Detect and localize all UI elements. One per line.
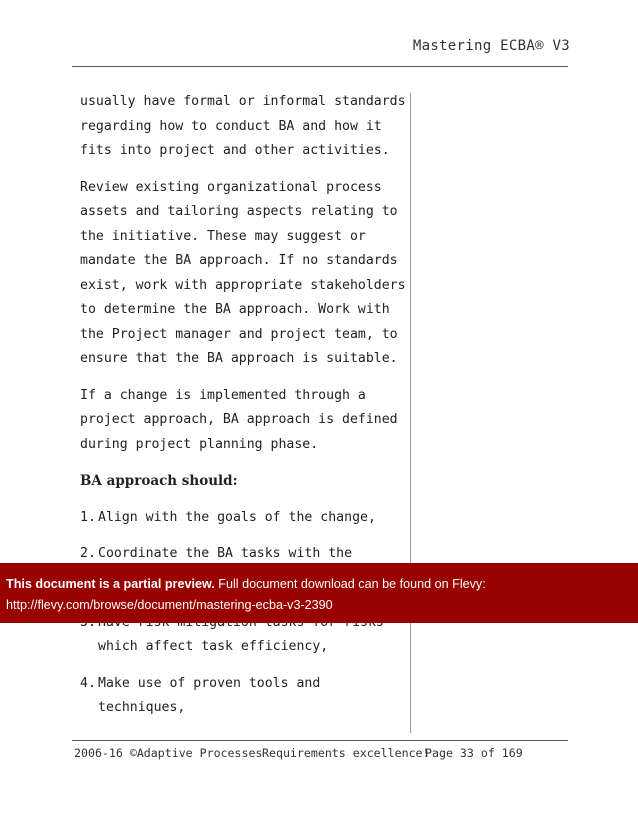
list-number: 2. <box>80 546 96 561</box>
list-number: 4. <box>80 675 96 691</box>
section-heading: BA approach should: <box>80 473 238 489</box>
list-text: Make use of proven tools and techniques, <box>98 675 321 715</box>
banner-message <box>6 577 486 591</box>
footer-divider <box>72 740 568 741</box>
list-text: Coordinate the BA tasks with the <box>98 546 353 561</box>
list-text: Align with the goals of the change, <box>98 509 376 525</box>
list-item <box>80 506 415 531</box>
banner-bold-text: This document is a partial preview. <box>6 577 215 591</box>
list-number: 1. <box>80 509 96 525</box>
preview-banner <box>0 563 638 623</box>
footer-copyright: 2006-16 ©Adaptive Processes <box>74 746 263 760</box>
footer-tagline: Requirements excellence! <box>262 746 430 760</box>
header-divider <box>72 66 568 67</box>
paragraph: usually have formal or informal standards regarding how to conduct BA and how it fits into project and other activities. <box>80 94 406 158</box>
banner-download-link[interactable]: http://flevy.com/browse/document/mastering-ecba-v3-2390 <box>6 598 333 612</box>
paragraph: If a change is implemented through a project approach, BA approach is defined during project planning phase. <box>80 387 398 452</box>
footer-page-number: Page 33 of 169 <box>425 746 523 760</box>
list-item <box>80 672 415 721</box>
page-header-title: Mastering ECBA® V3 <box>412 38 570 54</box>
banner-text: Full document download can be found on Flevy: <box>214 577 486 591</box>
paragraph: Review existing organizational process assets and tailoring aspects relating to the initiative. These may suggest or mandate the BA approach. If no standards exist, work with appropriate stakeholders to determine the BA approach. Work with the Project manager and project team, to ensure that the BA approach is suitable. <box>80 179 406 366</box>
list-text: which affect task efficiency, <box>98 639 329 654</box>
document-body <box>80 90 415 733</box>
